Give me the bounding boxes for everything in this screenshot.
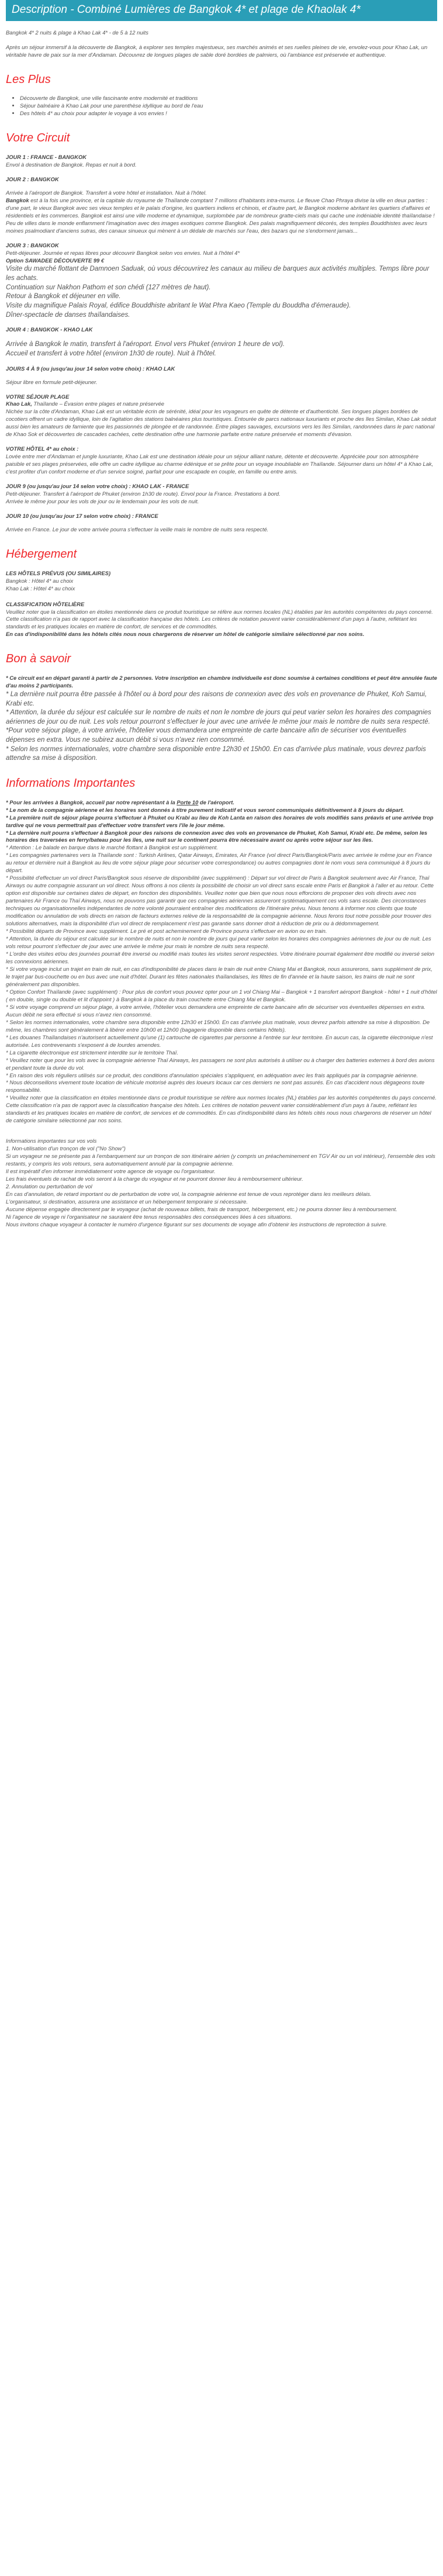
note-line: * Veuillez noter que pour les vols avec la compagnie aérienne Thaï Airways, les passagers ne sont plus autorisés à utiliser ou à charger des batteries externes à bord des avions et pendant toute la durée du vol.: [6, 1056, 435, 1071]
hebergement-heading: Hébergement: [6, 548, 77, 561]
lead-rest: Thaïlande – Évasion entre plages et nature préservée: [32, 400, 164, 407]
day-title: JOUR 9 (ou jusqu'au jour 14 selon votre choix) : KHAO LAK - FRANCE: [6, 483, 189, 490]
bon-a-savoir-heading: Bon à savoir: [6, 652, 71, 666]
vols-line: Si un voyageur ne se présente pas à l'embarquement sur un tronçon de son itinéraire aérien (y compris un préacheminement en TGV Air ou un vol intérieur), l'ensemble des vols restants, y compris les vols retours, sera automatiquement annulé par la compagnie aérienne.: [6, 1153, 435, 1167]
vols-title: Informations importantes sur vos vols: [6, 1137, 97, 1144]
note-line: * Si votre voyage inclut un trajet en train de nuit, en cas d'indisponibilité de places dans le train de nuit entre Chiang Mai et Bangkok, nous assurerons, sans supplément de prix, le trajet par bus-couchette ou en bus avec une nuit d'hôtel. Durant les fêtes nationales thaïlandaises, les fêtes de fin d'année et la haute saison, les trains de nuit ne sont généralement pas disponibles.: [6, 965, 432, 987]
vols-line: Ni l'agence de voyage ni l'organisateur ne sauraient être tenus responsables des conséquences liées à ces situations.: [6, 1213, 292, 1220]
section-title: LES HÔTELS PRÉVUS (OU SIMILAIRES): [6, 569, 111, 576]
hotel-plage: [6, 393, 437, 439]
section-lead: [6, 400, 437, 408]
note-line: * La première nuit de séjour plage pourra s'effectuer à Phuket ou Krabi au lieu de Koh Lanta en raison des horaires de vols modifiés sans préavis et une arrivée trop tardive qui ne vous permettrait pas d'effectuer votre transfert vers l'île le jour même.: [6, 814, 434, 828]
day-title: JOUR 4 : BANGKOK - KHAO LAK: [6, 326, 93, 333]
list-item: • Séjour balnéaire à Khao Lak pour une parenthèse idyllique au bord de l'eau: [20, 102, 437, 110]
hotels-list: [6, 570, 437, 593]
day-text: Envol à destination de Bangkok. Repas et nuit à bord.: [6, 161, 137, 168]
day-text: Arrivée à l'aéroport de Bangkok. Transfert à votre hôtel et installation. Nuit à l'hôtel.: [6, 189, 207, 196]
note-line: * Attention, la durée du séjour est calculée sur le nombre de nuits et non le nombre de jours qui peut varier selon les horaires des compagnies aériennes de jour ou de nuit. Les vols retour pourront s'effectuer de jour avec une arrivée le même jour mais le nombre de nuits sera respecté.: [6, 935, 431, 950]
day-text-rest: est à la fois une province, et la capitale du royaume de Thaïlande comptant 7 millions d'habitants intra-muros. Le fleuve Chao Phraya divise la ville en deux parties : d'une part, le vieux Bangkok avec ses vieux temples et le palais d'origine, les quartiers indiens et chinois, et d'autre part, le Bangkok moderne abritant les quartiers d'affaires et résidentiels et les commerces. Bangkok est ainsi une ville moderne et dynamique, surplombée par de nombreux gratte-ciels mais qui cache une indéniable identité thaïlandaise !: [6, 196, 435, 219]
vols-line: Nous invitons chaque voyageur à contacter le numéro d'urgence figurant sur ses documents de voyage afin d'obtenir les instructions de reprotection à suivre.: [6, 1220, 387, 1228]
day-text: Peu de villes dans le monde enflamment l'imagination avec des images exotiques comme Bangkok. Des palais magnifiquement décorés, des temples Bouddhistes avec leurs moines psalmodiant d'anciens sutras, des canaux sinueux qui mènent à un dédale de marchés sur l'eau, des bazars qui ne s'endorment jamais...: [6, 219, 427, 234]
day-text: [6, 197, 437, 220]
note-line: * Nous déconseillons vivement toute location de véhicule motorisé auprès des loueurs locaux car ces derniers ne sont pas assurés. En cas d'accident nous dégageons toute responsabilité.: [6, 1079, 425, 1094]
day-title: JOURS 4 À 9 (ou jusqu'au jour 14 selon votre choix) : KHAO LAK: [6, 365, 175, 372]
hotel-line: Bangkok : Hôtel 4* au choix: [6, 577, 74, 584]
infos-heading: Informations Importantes: [6, 777, 136, 790]
day-text: Arrivée le même jour pour les vols de jour ou le lendemain pour les vols de nuit.: [6, 498, 199, 505]
day-title: JOUR 2 : BANGKOK: [6, 175, 59, 182]
day-4: [6, 326, 437, 358]
section-text: Veuillez noter que la classification en étoiles mentionnée dans ce produit touristique se réfère aux normes locales (NL) établies par les autorités compétentes du pays concerné. Cette classification n'a pas de rapport avec la classification française des hôtels. Les critères de notation peuvent varier considérablement d'un pays à l'autre, reflétant les standards et les pratiques locales en matière de confort, de services et de commodités.: [6, 608, 433, 630]
note-line: *Pour votre séjour plage, à votre arrivée, l'hôtelier vous demandera une empreinte de carte bancaire afin de sécuriser vos éventuelles dépenses en extra. Vous ne subirez aucun débit si vous n'avez rien consommé.: [6, 727, 407, 744]
day-text: Accueil et transfert à votre hôtel (environ 1h30 de route). Nuit à l'hôtel.: [6, 349, 216, 357]
day-text: Séjour libre en formule petit-déjeuner.: [6, 378, 98, 385]
note-text: * Pour les arrivées à Bangkok, accueil par notre représentant à la: [6, 798, 177, 805]
day-10: [6, 513, 437, 534]
option-line: Retour à Bangkok et déjeuner en ville.: [6, 292, 121, 300]
note-line: * Attention : Le balade en barque dans le marché flottant à Bangkok est un supplément.: [6, 844, 218, 851]
note-line: * Possibilité départs de Province avec supplément. Le pré et post acheminement de Province pourra s'effectuer en avion ou en train.: [6, 928, 327, 935]
option-line: Dîner-spectacle de danses thaïlandaises.: [6, 310, 130, 319]
note-line: * Selon les normes internationales, votre chambre sera disponible entre 12h30 et 15h00. En cas d'arrivée plus matinale, vous devrez parfois attendre sa mise à disposition. De même, les chambres sont généralement à libérer entre 10h00 et 12h00 (bagagerie disponible dans certains hôtels).: [6, 1018, 430, 1033]
option-line: Continuation sur Nakhon Pathom et son chédi (127 mètres de haut).: [6, 283, 211, 291]
vols-line: Les frais éventuels de rachat de vols seront à la charge du voyageur et ne pourront donner lieu à remboursement ultérieur.: [6, 1175, 303, 1182]
day-text: Arrivée en France. Le jour de votre arrivée pourra s'effectuer la veille mais le nombre de nuits sera respecté.: [6, 526, 269, 533]
day-text: Arrivée à Bangkok le matin, transfert à l'aéroport. Envol vers Phuket (environ 1 heure de vol).: [6, 340, 285, 348]
note-line: [6, 799, 437, 807]
vols-line: Aucune dépense engagée directement par le voyageur (achat de nouveaux billets, frais de transport, hébergement, etc.) ne pourra donner lieu à remboursement.: [6, 1206, 397, 1212]
vols-line: L'organisateur, si destination, assurera une assistance et un hébergement temporaire si nécessaire.: [6, 1198, 248, 1205]
infos-block: [6, 799, 437, 1125]
page: [0, 0, 443, 1235]
day-title: JOUR 3 : BANGKOK: [6, 241, 59, 248]
option-line: Visite du magnifique Palais Royal, édifice Bouddhiste abritant le Wat Phra Kaeo (Temple du Bouddha d'émeraude).: [6, 302, 351, 310]
plus-list: [6, 95, 437, 117]
option-title: Option SAWADEE DÉCOUVERTE 99 €: [6, 257, 105, 264]
day-text: Petit-déjeuner. Transfert à l'aéroport de Phuket (environ 1h30 de route). Envol pour la France. Prestations à bord.: [6, 490, 281, 497]
section-text: Lovée entre mer d'Andaman et jungle luxuriante, Khao Lak est une destination idéale pour un séjour alliant nature, détente et découverte. Appréciée pour son atmosphère paisible et ses plages préservées, elle offre un cadre idyllique au charme édénique et se prête pour un voyage inoubliable en Thaïlande. Séjourner dans un hôtel 4* à Khao Lak, c'est profiter d'un confort moderne et d'un service soigné, parfait pour une escapade en couple, en famille ou entre amis.: [6, 453, 434, 475]
list-item: • Des hôtels 4* au choix pour adapter le voyage à vos envies !: [20, 110, 437, 117]
note-line: * L'ordre des visites et/ou des journées pourrait être inversé ou modifié mais toutes les visites seront respectées. Votre itinéraire pourrait également être modifié ou inversé selon les connexions aériennes.: [6, 950, 435, 964]
bold-note: * Ce circuit est en départ garanti à partir de 2 personnes. Votre inscription en chambre individuelle est donc soumise à certaines conditions et peut être annulée faute d'au moins 2 participants.: [6, 674, 437, 689]
day-2: [6, 176, 437, 235]
day-title: JOUR 1 : FRANCE - BANGKOK: [6, 153, 87, 160]
note-line: * En raison des vols réguliers utilisés sur ce produit, des conditions d'annulation spéciales s'appliquent, en adéquation avec les frais appliqués par la compagnie aérienne.: [6, 1071, 418, 1078]
intro-paragraph: Après un séjour immersif à la découverte de Bangkok, à explorer ses temples majestueux, ses marchés animés et ses ruelles pleines de vie, envolez-vous pour Khao Lak, un véritable havre de paix sur la mer d'Andaman. Découvrez de longues plages de sable doré bordées de palmiers, où l'ambiance est préservée et authentique.: [6, 43, 428, 58]
section-bold: En cas d'indisponibilité dans les hôtels cités nous nous chargerons de réserver un hôtel de catégorie similaire sélectionné par nos soins.: [6, 631, 365, 638]
day-text: Petit-déjeuner. Journée et repas libres pour découvrir Bangkok selon vos envies. Nuit à l'hôtel 4*: [6, 249, 240, 256]
section-text: Nichée sur la côte d'Andaman, Khao Lak est un véritable écrin de sérénité, idéal pour les voyageurs en quête de détente et d'authenticité. Ses longues plages bordées de cocotiers offrent un cadre idyllique, loin de l'agitation des stations balnéaires plus touristiques. Entourée de parcs nationaux luxuriants et proche des îles Similan, Khao Lak séduit aussi bien les amateurs de farniente que les passionnés de plongée et de randonnée. Entre plages sauvages, excursions vers les îles Similan, randonnées dans le parc national de Khao Sok et découvertes de cascades cachées, cette destination offre une harmonie parfaite entre nature préservée et moments d'évasion.: [6, 408, 437, 438]
classification: [6, 601, 437, 639]
note-line: * Si votre voyage comprend un séjour plage, à votre arrivée, l'hôtelier vous demandera une empreinte de carte bancaire afin de sécuriser vos éventuelles dépenses en extra. Aucun débit ne sera effectué si vous n'avez rien consommé.: [6, 1003, 425, 1018]
list-item: • Découverte de Bangkok, une ville fascinante entre modernité et traditions: [20, 95, 437, 102]
circuit-heading: Votre Circuit: [6, 132, 70, 145]
note-text: de l'aéroport.: [198, 798, 234, 805]
page-title: Description - Combiné Lumières de Bangkok 4* et plage de Khaolak 4*: [6, 0, 437, 21]
option-line: Visite du marché flottant de Damnoen Saduak, où vous découvrirez les canaux au milieu de barques aux activités multiples. Temps libre pour les achats.: [6, 265, 430, 282]
vols-line: En cas d'annulation, de retard important ou de perturbation de votre vol, la compagnie aérienne est tenue de vous reprotéger dans les meilleurs délais.: [6, 1191, 372, 1198]
day-3: [6, 242, 437, 320]
note-line: * Veuillez noter que la classification en étoiles mentionnée dans ce produit touristique se réfère aux normes locales (NL) établies par les autorités compétentes du pays concerné. Cette classification n'a pas de rapport avec la classification française des hôtels. Les critères de notation peuvent varier considérablement d'un pays à l'autre, reflétant les standards et les pratiques locales en matière de confort, de services et de commodités. En cas d'indisponibilité dans les hôtels cités nous nous chargerons de réserver un hôtel de catégorie similaire sélectionné par nos soins.: [6, 1094, 437, 1124]
section-title: VOTRE HÔTEL 4* au choix :: [6, 445, 79, 452]
vols-line: Il est impératif d'en informer immédiatement votre agence de voyage ou l'organisateur.: [6, 1168, 216, 1175]
note-line: * Les douanes Thaïlandaises n'autorisent actuellement qu'une (1) cartouche de cigarettes par personne à l'entrée sur leur territoire. En aucun cas, la cigarette électronique n'est autorisée. Les contrevenants s'exposent à de lourdes amendes.: [6, 1033, 433, 1048]
intro-subtitle: Bangkok 4* 2 nuits & plage à Khao Lak 4* - de 5 à 12 nuits: [6, 29, 148, 36]
note-line: * Selon les normes internationales, votre chambre sera disponible entre 12h30 et 15h00. En cas d'arrivée plus matinale, vous devrez parfois attendre sa mise à disposition.: [6, 745, 426, 762]
section-title: VOTRE SÉJOUR PLAGE: [6, 393, 70, 400]
section-title: CLASSIFICATION HÔTELIÈRE: [6, 600, 85, 607]
day-9: [6, 483, 437, 506]
hotel-choice: [6, 445, 437, 476]
day-1: [6, 154, 437, 169]
option-block: [6, 264, 437, 319]
hotel-line: Khao Lak : Hôtel 4* au choix: [6, 585, 75, 592]
bon-a-savoir-block: [6, 675, 437, 763]
vols-line: 1. Non-utilisation d'un tronçon de vol ("No Show"): [6, 1145, 126, 1152]
bon-a-savoir-lines: [6, 690, 437, 763]
days-5-9: [6, 365, 437, 386]
bold-lead: Khao Lak,: [6, 400, 32, 407]
vols-line: 2. Annulation ou perturbation de vol: [6, 1183, 92, 1190]
note-line: * Possibilité d'effectuer un vol direct Paris/Bangkok sous réserve de disponibilité (avec supplément) : Départ sur vol direct de Paris à Bangkok seulement avec Air France, Thaï Airways ou autre compagnie assurant un vol direct. Nous offrons à nos clients la possibilité de choisir un vol direct sans escale entre Paris et Bangkok à l'aller et au retour. Cette option est disponible sur certaines dates de départ, en fonction des disponibilités. Veuillez noter que bien que nous nous efforcions de proposer des vols directs avec nos partenaires Air France ou Thaï Airways, nous ne pouvons pas garantir que ces compagnies aériennes assureront systématiquement ces vols sans escale. Des circonstances techniques ou organisationnelles indépendantes de notre volonté pourraient entraîner des modifications de l'itinéraire prévu. Nous tenons à informer nos clients que toute modification ou annulation de vols directs en raison de facteurs externes relève de la responsabilité de la compagnie aérienne. Nous ferons tout notre possible pour trouver des solutions alternatives, mais la disponibilité d'un vol direct de remplacement n'est pas garantie sans donner droit à réduction de prix ou à dédommagement.: [6, 874, 434, 927]
note-line: * La cigarette électronique est strictement interdite sur le territoire Thaï.: [6, 1049, 178, 1056]
plus-heading: Les Plus: [6, 72, 51, 86]
note-line: * Le nom de la compagnie aérienne et les horaires sont donnés à titre purement indicatif et vous seront communiqués définitivement à 8 jours du départ.: [6, 806, 404, 813]
porte-link: Porte 10: [176, 798, 199, 805]
bold-lead: Bangkok: [6, 196, 29, 203]
note-line: * Option Confort Thaïlande (avec supplément) : Pour plus de confort vous pouvez opter pour un 1 vol Chiang Mai – Bangkok + 1 transfert aéroport Bangkok - hôtel + 1 nuit d'hôtel ( en double, single ou double et lit d'appoint ) à Bangkok à la place du train couchette entre Chiang Mai et Bangkok.: [6, 988, 437, 1002]
day-4-block: [6, 340, 437, 358]
note-line: * La dernière nuit pourra être passée à l'hôtel ou à bord pour des raisons de connexion avec des vols en provenance de Phuket, Koh Samui, Krabi etc.: [6, 690, 427, 707]
note-line: * La dernière nuit pourra s'effectuer à Bangkok pour des raisons de connexion avec des vols en provenance de Phuket, Koh Samui, Krabi etc. De même, selon les horaires des traversées en ferry/bateau pour les îles, une nuit sur le continent pourra être nécessaire avant ou après votre séjour sur les îles.: [6, 829, 428, 843]
note-line: * Attention, la durée du séjour est calculée sur le nombre de nuits et non le nombre de jours qui peut varier selon les horaires des compagnies aériennes de jour ou de nuit. Les vols retour pourront s'effectuer le jour avec une arrivée le même jour mais le nombre de nuits sera respecté.: [6, 708, 431, 725]
note-line: * Les compagnies partenaires vers la Thaïlande sont : Turkish Airlines, Qatar Airways, Emirates, Air France (vol direct Paris/Bangkok/Paris avec arrivée le même jour en France au retour et dernière nuit à Bangkok au lieu de votre séjour plage pour sécuriser votre correspondance) ou autres compagnies dont le nom vous sera communiqué à 8 jours du départ.: [6, 852, 432, 874]
day-title: JOUR 10 (ou jusqu'au jour 17 selon votre choix) : FRANCE: [6, 513, 158, 520]
vols-block: [6, 1137, 437, 1229]
